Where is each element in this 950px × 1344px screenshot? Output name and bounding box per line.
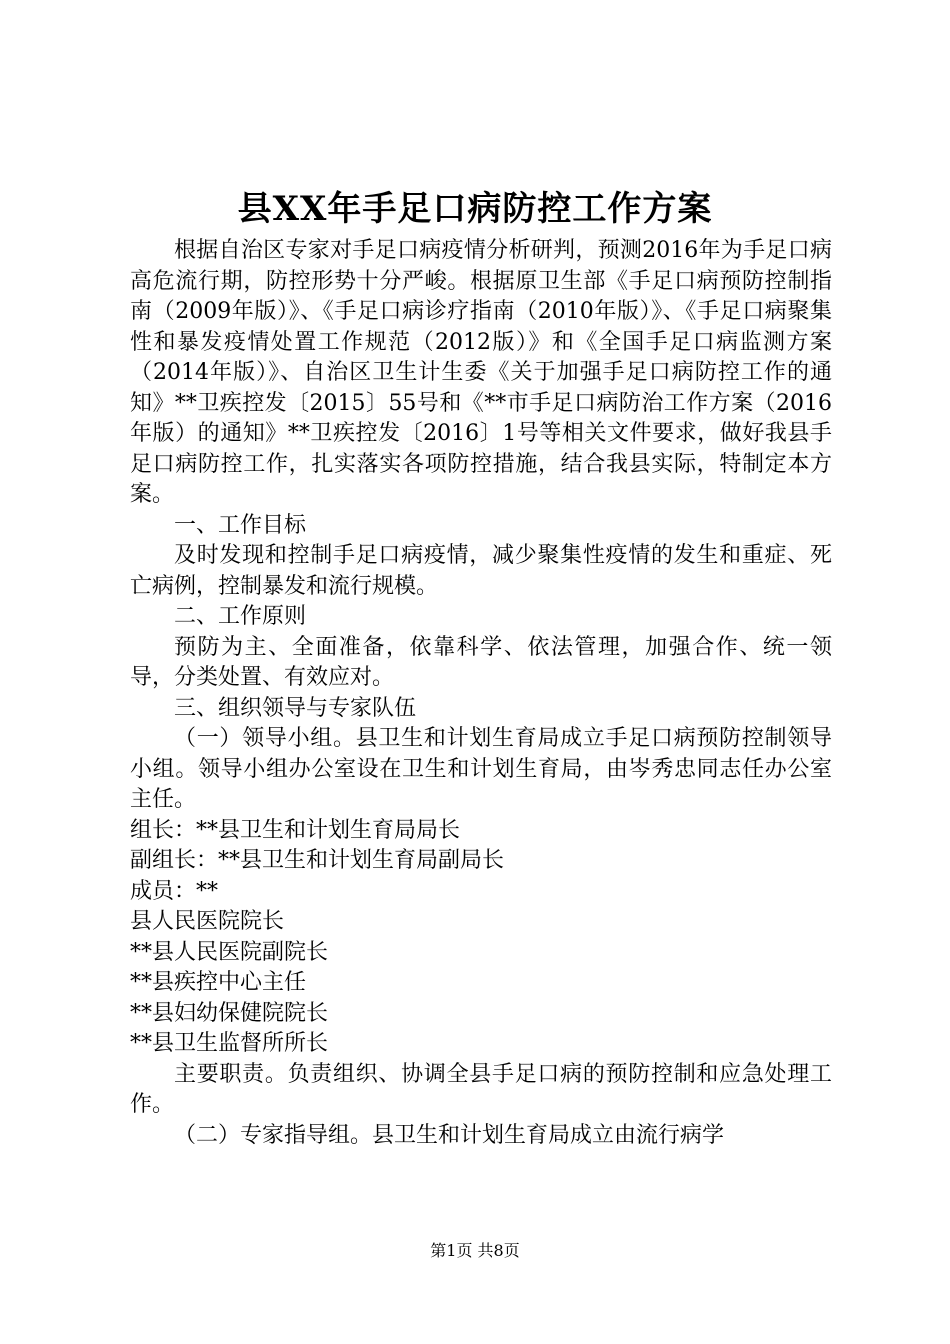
line-member-3: **县疾控中心主任	[130, 970, 307, 995]
page-footer: 第1页 共8页	[430, 1241, 520, 1260]
line-deputy-leader: 副组长：**县卫生和计划生育局副局长	[130, 848, 505, 873]
line-member-4: **县妇幼保健院院长	[130, 1000, 329, 1026]
document-title: 县XX年手足口病防控工作方案	[237, 189, 713, 229]
line-member-2: **县人民医院副院长	[130, 939, 329, 965]
paragraph-work-goals: 及时发现和控制手足口病疫情，减少聚集性疫情的发生和重症、死亡病例，控制暴发和流行规模。	[130, 543, 832, 599]
paragraph-leading-group: （一）领导小组。县卫生和计划生育局成立手足口病预防控制领导小组。领导小组办公室设在卫生和计划生育局，由岑秀忠同志任办公室主任。	[130, 726, 832, 812]
line-member-1: 县人民医院院长	[130, 909, 285, 934]
paragraph-expert-group: （二）专家指导组。县卫生和计划生育局成立由流行病学	[174, 1122, 725, 1148]
paragraph-work-principles: 预防为主、全面准备，依靠科学、依法管理，加强合作、统一领导，分类处置、有效应对。	[130, 634, 832, 690]
line-member-5: **县卫生监督所所长	[130, 1031, 329, 1056]
line-members: 成员：**	[130, 878, 219, 904]
heading-organization: 三、组织领导与专家队伍	[174, 695, 417, 721]
heading-work-goals: 一、工作目标	[174, 512, 307, 538]
document-body	[130, 236, 832, 1151]
paragraph-intro: 根据自治区专家对手足口病疫情分析研判，预测2016年为手足口病高危流行期，防控形势十分严峻。根据原卫生部《手足口病预防控制指南（2009年版）》、《手足口病诊疗指南（2010年版）》、《手足口病聚集性和暴发疫情处置工作规范（2012版）》和《全国手足口病监测方案（2014年版）》、自治区卫生计生委《关于加强手足口病防控工作的通知》**卫疾控发〔2015〕55号和《**市手足口病防治工作方案（2016年版）的通知》**卫疾控发〔2016〕1号等相关文件要求，做好我县手足口病防控工作，扎实落实各项防控措施，结合我县实际，特制定本方案。	[130, 238, 832, 507]
paragraph-main-duties: 主要职责。负责组织、协调全县手足口病的预防控制和应急处理工作。	[130, 1061, 832, 1117]
line-group-leader: 组长：**县卫生和计划生育局局长	[130, 817, 461, 843]
heading-work-principles: 二、工作原则	[174, 604, 307, 629]
